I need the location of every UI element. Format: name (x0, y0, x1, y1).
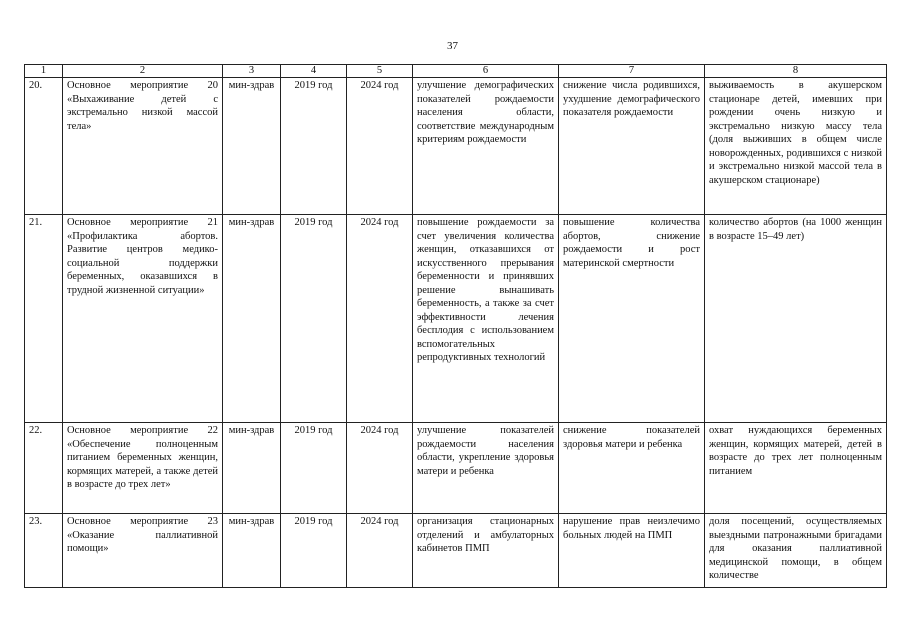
row-number: 21. (25, 215, 63, 423)
indicator: охват нуждающихся беременных женщин, кормящих матерей, детей в возрасте до трех лет полноценным питанием (705, 423, 887, 514)
start-year: 2019 год (281, 78, 347, 215)
row-number: 23. (25, 514, 63, 588)
column-number-3: 3 (223, 65, 281, 78)
table-row (25, 423, 887, 514)
executor: мин-здрав (223, 514, 281, 588)
expected-result: улучшение демографических показателей рождаемости населения области, соответствие международным критериям рождаемости (413, 78, 559, 215)
row-number: 20. (25, 78, 63, 215)
start-year: 2019 год (281, 423, 347, 514)
executor: мин-здрав (223, 78, 281, 215)
column-number-4: 4 (281, 65, 347, 78)
table-row (25, 78, 887, 215)
column-number-8: 8 (705, 65, 887, 78)
start-year: 2019 год (281, 514, 347, 588)
header-row (25, 65, 887, 78)
executor: мин-здрав (223, 423, 281, 514)
column-number-1: 1 (25, 65, 63, 78)
column-number-6: 6 (413, 65, 559, 78)
consequence: снижение числа родившихся, ухудшение демографического показателя рождаемости (559, 78, 705, 215)
measure-name: Основное мероприятие 20 «Выхаживание детей с экстремально низкой массой тела» (63, 78, 223, 215)
executor: мин-здрав (223, 215, 281, 423)
expected-result: организация стационарных отделений и амбулаторных кабинетов ПМП (413, 514, 559, 588)
end-year: 2024 год (347, 215, 413, 423)
measure-name: Основное мероприятие 22 «Обеспечение полноценным питанием беременных женщин, кормящих матерей, а также детей в возрасте до трех лет» (63, 423, 223, 514)
table-row (25, 514, 887, 588)
row-number: 22. (25, 423, 63, 514)
measures-table (24, 64, 887, 588)
measure-name: Основное мероприятие 21 «Профилактика абортов. Развитие центров медико-социальной поддержки беременных, оказавшихся в трудной жизненной ситуации» (63, 215, 223, 423)
end-year: 2024 год (347, 514, 413, 588)
end-year: 2024 год (347, 78, 413, 215)
consequence: снижение показателей здоровья матери и ребенка (559, 423, 705, 514)
table-row (25, 215, 887, 423)
indicator: доля посещений, осуществляемых выездными патронажными бригадами для оказания паллиативной медицинской помощи, в общем количестве (705, 514, 887, 588)
consequence: нарушение прав неизлечимо больных людей на ПМП (559, 514, 705, 588)
indicator: выживаемость в акушерском стационаре детей, имевших при рождении очень низкую и экстремально низкую массу тела (доля выживших в общем числе новорожденных, родившихся с низкой и экстремально низкой массой тела в акушерском стационаре) (705, 78, 887, 215)
column-number-5: 5 (347, 65, 413, 78)
measure-name: Основное мероприятие 23 «Оказание паллиативной помощи» (63, 514, 223, 588)
indicator: количество абортов (на 1000 женщин в возрасте 15–49 лет) (705, 215, 887, 423)
column-number-7: 7 (559, 65, 705, 78)
expected-result: повышение рождаемости за счет увеличения количества женщин, отказавшихся от искусственного прерывания беременности и принявших решение вынашивать беременность, а также за счет эффективности лечения бесплодия с использованием вспомогательных репродуктивных технологий (413, 215, 559, 423)
consequence: повышение количества абортов, снижение рождаемости и рост материнской смертности (559, 215, 705, 423)
end-year: 2024 год (347, 423, 413, 514)
start-year: 2019 год (281, 215, 347, 423)
expected-result: улучшение показателей рождаемости населения области, укрепление здоровья матери и ребенка (413, 423, 559, 514)
column-number-2: 2 (63, 65, 223, 78)
page-number: 37 (447, 40, 458, 52)
